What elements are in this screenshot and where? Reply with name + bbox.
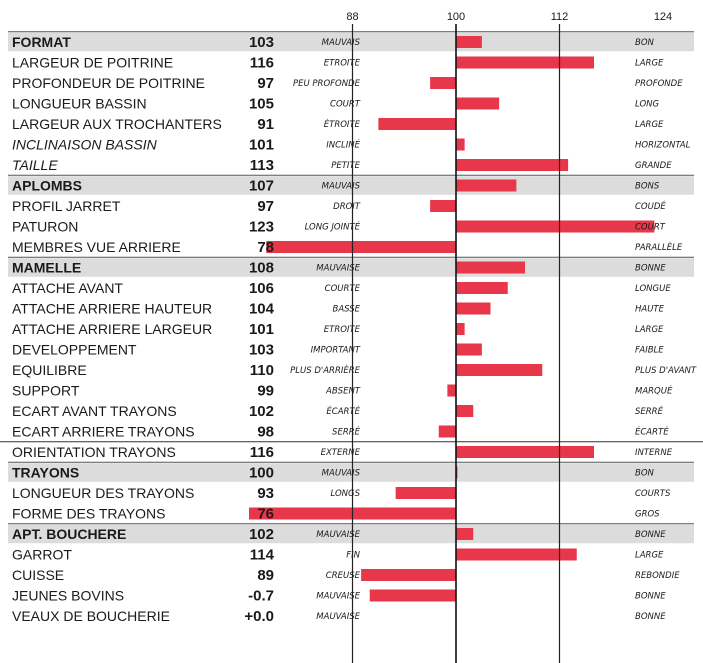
x-tick-labels bbox=[346, 11, 672, 23]
bar bbox=[456, 549, 577, 561]
trait-label: LONGUEUR BASSIN bbox=[12, 95, 147, 112]
trait-row bbox=[12, 280, 671, 297]
high-pole-label: FAIBLE bbox=[635, 345, 664, 356]
high-pole-label: BON bbox=[635, 468, 654, 479]
low-pole-label: ÉTROITE bbox=[323, 120, 360, 130]
data-label: 101 bbox=[248, 321, 274, 338]
high-pole-label: LONG bbox=[635, 99, 660, 110]
trait-label: PROFONDEUR DE POITRINE bbox=[12, 75, 205, 91]
low-pole-label: LONGS bbox=[330, 489, 360, 499]
data-label: 102 bbox=[248, 526, 274, 543]
bar bbox=[456, 262, 525, 274]
data-label: 100 bbox=[248, 464, 274, 482]
bar bbox=[447, 385, 456, 397]
data-label: 107 bbox=[248, 177, 274, 195]
trait-row bbox=[12, 608, 666, 625]
high-pole-label: LONGUE bbox=[635, 284, 671, 294]
low-pole-label: INCLINÉ bbox=[326, 140, 360, 151]
trait-label: TAILLE bbox=[12, 157, 58, 173]
trait-label: LARGEUR DE POITRINE bbox=[12, 54, 174, 71]
high-pole-label: GRANDE bbox=[635, 161, 672, 171]
trait-row bbox=[12, 403, 664, 420]
data-label: 98 bbox=[257, 423, 274, 441]
trait-row bbox=[12, 485, 671, 502]
low-pole-label: PLUS D'ARRIÈRE bbox=[290, 366, 360, 376]
trait-label: FORME DES TRAYONS bbox=[12, 505, 166, 522]
low-pole-label: ETROITE bbox=[323, 325, 360, 335]
trait-label: ECART AVANT TRAYONS bbox=[12, 403, 177, 419]
bar bbox=[430, 77, 456, 89]
low-pole-label: ÉCARTÉ bbox=[326, 407, 360, 417]
bar bbox=[456, 159, 568, 171]
tick-label: 124 bbox=[653, 11, 673, 23]
trait-row bbox=[12, 96, 660, 113]
low-pole-label: PETITE bbox=[331, 161, 360, 171]
trait-row bbox=[12, 75, 683, 92]
trait-label: GARROT bbox=[12, 546, 72, 563]
data-label: 103 bbox=[248, 34, 274, 51]
data-label: 78 bbox=[257, 239, 274, 256]
tick-label: 88 bbox=[346, 11, 359, 23]
low-pole-label: MAUVAISE bbox=[316, 530, 360, 540]
trait-row bbox=[12, 321, 664, 338]
trait-row bbox=[12, 342, 664, 359]
bar bbox=[439, 426, 456, 438]
high-pole-label: BONS bbox=[635, 181, 660, 192]
high-pole-label: PARALLÈLE bbox=[635, 243, 683, 253]
trait-label: DEVELOPPEMENT bbox=[12, 341, 137, 358]
high-pole-label: BONNE bbox=[635, 612, 666, 622]
data-label: 116 bbox=[249, 444, 274, 461]
high-pole-label: BONNE bbox=[635, 263, 666, 274]
trait-label: ECART ARRIERE TRAYONS bbox=[12, 423, 195, 440]
bar bbox=[456, 282, 508, 294]
data-label: 110 bbox=[249, 362, 274, 379]
trait-label: LARGEUR AUX TROCHANTERS bbox=[12, 116, 222, 132]
data-label: 113 bbox=[249, 157, 274, 174]
low-pole-label: MAUVAIS bbox=[321, 181, 360, 192]
trait-label: MAMELLE bbox=[12, 259, 82, 276]
bar bbox=[456, 36, 482, 48]
high-pole-label: GROS bbox=[635, 509, 660, 520]
bar bbox=[456, 323, 465, 335]
bar bbox=[266, 241, 456, 253]
low-pole-label: BASSE bbox=[332, 304, 360, 315]
data-label: 105 bbox=[248, 95, 274, 113]
high-pole-label: COURT bbox=[635, 222, 665, 233]
bar bbox=[370, 590, 456, 602]
trait-label: FORMAT bbox=[12, 34, 71, 50]
data-label: 76 bbox=[257, 505, 274, 523]
low-pole-label: PEU PROFONDE bbox=[293, 79, 360, 89]
data-label: 97 bbox=[257, 198, 274, 215]
low-pole-label: IMPORTANT bbox=[310, 345, 360, 356]
bar bbox=[456, 139, 465, 151]
bar bbox=[456, 98, 499, 110]
high-pole-label: PLUS D'AVANT bbox=[635, 366, 697, 376]
trait-row bbox=[12, 137, 691, 154]
trait-row bbox=[12, 567, 680, 584]
bar bbox=[396, 487, 456, 499]
high-pole-label: MARQUÉ bbox=[635, 386, 673, 397]
trait-row bbox=[12, 198, 666, 215]
low-pole-label: MAUVAIS bbox=[321, 38, 360, 48]
trait-label: SUPPORT bbox=[12, 382, 80, 399]
low-pole-label: FIN bbox=[346, 550, 360, 561]
high-pole-label: LARGE bbox=[635, 550, 664, 561]
bar bbox=[456, 364, 542, 376]
trait-row bbox=[12, 424, 669, 441]
high-pole-label: COURTS bbox=[635, 489, 671, 499]
trait-label: INCLINAISON BASSIN bbox=[12, 136, 157, 153]
data-label: 104 bbox=[248, 300, 274, 318]
high-pole-label: BONNE bbox=[635, 530, 666, 540]
bar bbox=[456, 221, 654, 233]
data-label: 89 bbox=[257, 567, 274, 584]
trait-row bbox=[12, 157, 672, 174]
high-pole-label: PROFONDE bbox=[635, 79, 683, 89]
bar bbox=[430, 200, 456, 212]
trait-row bbox=[12, 588, 666, 605]
trait-label: MEMBRES VUE ARRIERE bbox=[12, 239, 181, 255]
low-pole-label: COURTE bbox=[324, 284, 360, 294]
data-label: 93 bbox=[257, 485, 274, 502]
bar bbox=[456, 344, 482, 356]
high-pole-label: COUDÉ bbox=[635, 202, 666, 212]
high-pole-label: SERRÉ bbox=[635, 407, 663, 417]
high-pole-label: ÉCARTÉ bbox=[635, 427, 669, 438]
trait-label: LONGUEUR DES TRAYONS bbox=[12, 485, 195, 501]
low-pole-label: CREUSE bbox=[325, 571, 360, 581]
low-pole-label: SERRÉ bbox=[332, 427, 360, 438]
trait-label: ATTACHE ARRIERE HAUTEUR bbox=[12, 300, 213, 317]
bar bbox=[378, 118, 456, 130]
data-label: 97 bbox=[257, 75, 274, 92]
high-pole-label: LARGE bbox=[635, 120, 664, 130]
trait-label: CUISSE bbox=[12, 567, 65, 583]
low-pole-label: MAUVAISE bbox=[316, 591, 360, 602]
trait-label: ATTACHE AVANT bbox=[12, 280, 123, 296]
tick-label: 100 bbox=[446, 11, 466, 23]
data-label: 114 bbox=[249, 546, 274, 564]
data-label: 108 bbox=[248, 259, 274, 277]
trait-row bbox=[12, 383, 673, 400]
bar bbox=[456, 405, 473, 417]
bar bbox=[456, 528, 473, 540]
trait-label: APT. BOUCHERE bbox=[12, 526, 127, 542]
data-label: +0.0 bbox=[244, 608, 274, 625]
high-pole-label: HORIZONTAL bbox=[635, 140, 691, 151]
trait-label: JEUNES BOVINS bbox=[12, 587, 125, 604]
low-pole-label: LONG JOINTÉ bbox=[304, 222, 360, 233]
low-pole-label: EXTERNE bbox=[320, 448, 360, 458]
data-label: 103 bbox=[248, 341, 274, 359]
tick-label: 112 bbox=[550, 11, 569, 23]
bar-series bbox=[249, 36, 654, 602]
trait-label: PATURON bbox=[12, 218, 79, 235]
high-pole-label: BON bbox=[635, 38, 654, 48]
bar bbox=[361, 569, 456, 581]
high-pole-label: LARGE bbox=[635, 58, 664, 69]
low-pole-label: MAUVAIS bbox=[321, 468, 360, 479]
low-pole-label: DROIT bbox=[333, 202, 360, 212]
trait-label: APLOMBS bbox=[12, 177, 82, 194]
low-pole-label: MAUVAISE bbox=[316, 612, 360, 622]
trait-row bbox=[12, 301, 665, 318]
trait-row bbox=[12, 116, 664, 133]
data-label: 106 bbox=[248, 280, 274, 297]
data-label: 99 bbox=[257, 382, 274, 400]
low-pole-label: ABSENT bbox=[326, 386, 360, 397]
data-label: 123 bbox=[248, 218, 274, 236]
trait-label: EQUILIBRE bbox=[12, 362, 87, 378]
low-pole-label: ETROITE bbox=[323, 58, 360, 69]
high-pole-label: HAUTE bbox=[635, 304, 664, 315]
bar bbox=[456, 180, 516, 192]
trait-row bbox=[12, 362, 697, 379]
data-label: 101 bbox=[248, 136, 274, 154]
data-label: 91 bbox=[257, 116, 274, 133]
trait-label: VEAUX DE BOUCHERIE bbox=[12, 608, 170, 624]
high-pole-label: INTERNE bbox=[635, 448, 673, 458]
low-pole-label: COURT bbox=[330, 99, 360, 110]
data-label: 102 bbox=[248, 403, 274, 420]
trait-label: TRAYONS bbox=[12, 464, 80, 481]
high-pole-label: BONNE bbox=[635, 591, 666, 602]
high-pole-label: REBONDIE bbox=[635, 571, 680, 581]
data-label: 116 bbox=[249, 54, 274, 72]
trait-label: ORIENTATION TRAYONS bbox=[12, 444, 176, 460]
bar bbox=[456, 446, 594, 458]
high-pole-label: LARGE bbox=[635, 325, 664, 335]
bar bbox=[456, 57, 594, 69]
low-pole-label: MAUVAISE bbox=[316, 263, 360, 274]
trait-label: ATTACHE ARRIERE LARGEUR bbox=[12, 321, 213, 337]
bar bbox=[456, 303, 491, 315]
trait-label: PROFIL JARRET bbox=[12, 198, 121, 214]
data-label: -0.7 bbox=[248, 587, 274, 605]
